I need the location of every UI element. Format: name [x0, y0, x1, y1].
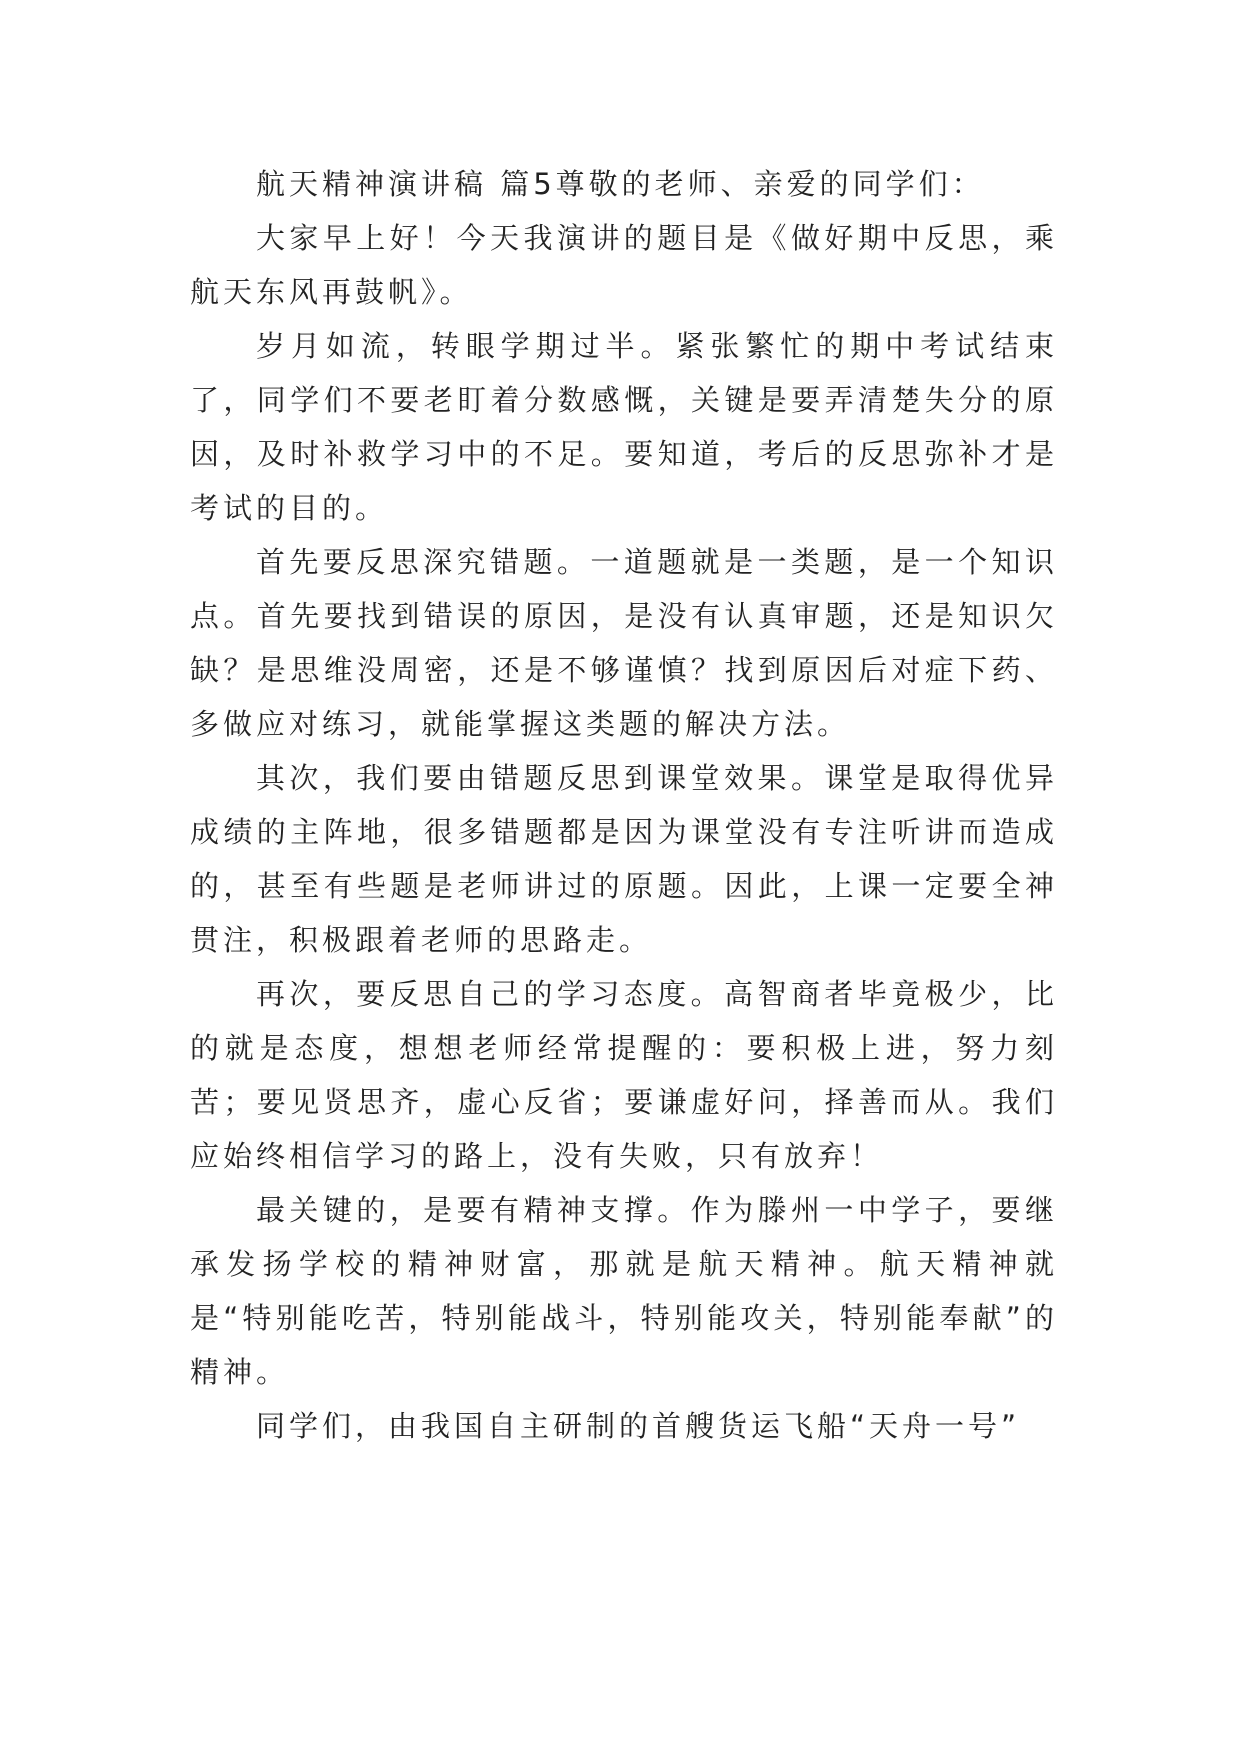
paragraph-tianzhou: 同学们，由我国自主研制的首艘货运飞船“天舟一号” [256, 1409, 1021, 1443]
paragraph-intro: 大家早上好！今天我演讲的题目是《做好期中反思，乘航天东风再鼓帆》。 [190, 221, 1058, 309]
paragraph-spirit-support: 最关键的，是要有精神支撑。作为滕州一中学子，要继承发扬学校的精神财富，那就是航天精神。航天精神就是“特别能吃苦，特别能战斗，特别能攻关，特别能奉献”的精神。 [190, 1193, 1058, 1389]
speech-text-body [190, 157, 1058, 1453]
paragraph-study-attitude: 再次，要反思自己的学习态度。高智商者毕竟极少，比的就是态度，想想老师经常提醒的：要积极上进，努力刻苦；要见贤思齐，虚心反省；要谦虚好问，择善而从。我们应始终相信学习的路上，没有失败，只有放弃！ [190, 977, 1058, 1173]
paragraph-title-greeting: 航天精神演讲稿 篇5尊敬的老师、亲爱的同学们： [256, 167, 985, 201]
paragraph-time-passing: 岁月如流，转眼学期过半。紧张繁忙的期中考试结束了，同学们不要老盯着分数感慨，关键是要弄清楚失分的原因，及时补救学习中的不足。要知道，考后的反思弥补才是考试的目的。 [190, 329, 1058, 525]
paragraph-reflect-errors: 首先要反思深究错题。一道题就是一类题，是一个知识点。首先要找到错误的原因，是没有认真审题，还是知识欠缺？是思维没周密，还是不够谨慎？找到原因后对症下药、多做应对练习，就能掌握这类题的解决方法。 [190, 545, 1058, 741]
paragraph-classroom-effect: 其次，我们要由错题反思到课堂效果。课堂是取得优异成绩的主阵地，很多错题都是因为课堂没有专注听讲而造成的，甚至有些题是老师讲过的原题。因此，上课一定要全神贯注，积极跟着老师的思路走。 [190, 761, 1058, 957]
